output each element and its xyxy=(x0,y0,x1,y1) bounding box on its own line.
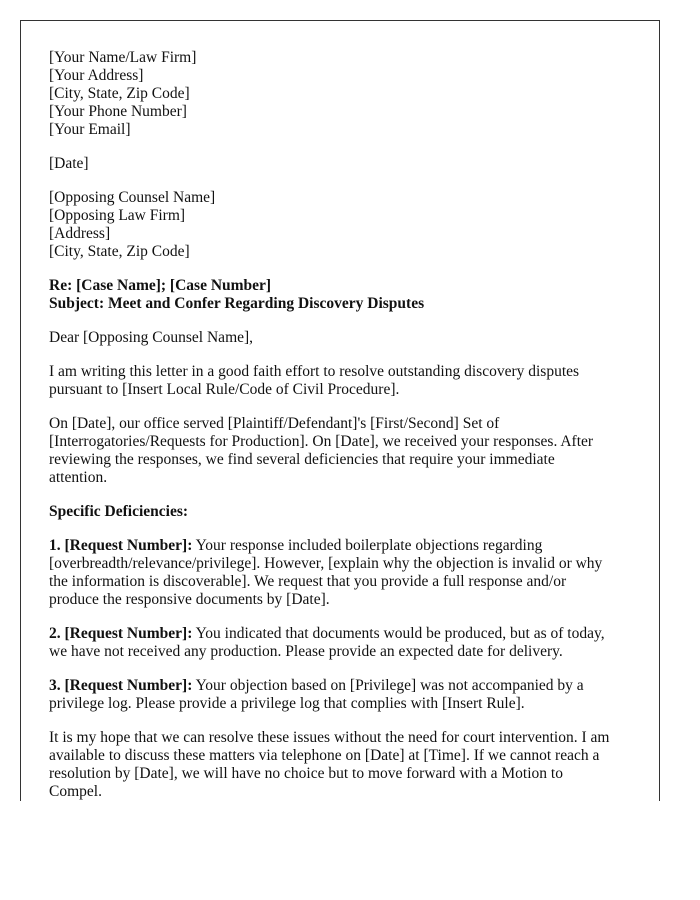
intro-line: pursuant to [Insert Local Rule/Code of Civil Procedure]. xyxy=(49,381,400,398)
salutation-block xyxy=(49,329,639,347)
deficiencies-heading: Specific Deficiencies: xyxy=(49,503,189,520)
closing-line: Compel. xyxy=(49,783,102,800)
deficiency-first-line xyxy=(49,625,639,643)
deficiency-item-2 xyxy=(49,625,639,661)
letter-page xyxy=(20,20,660,801)
deficiency-item-3 xyxy=(49,677,639,713)
closing-line: available to discuss these matters via telephone on [Date] at [Time]. If we cannot reach a xyxy=(49,747,600,764)
deficiency-item-1 xyxy=(49,537,639,609)
background-line: On [Date], our office served [Plaintiff/Defendant]'s [First/Second] Set of xyxy=(49,415,500,432)
letter-content xyxy=(49,49,639,801)
deficiency-line: produce the responsive documents by [Date]. xyxy=(49,591,330,608)
re-line: Re: [Case Name]; [Case Number] xyxy=(49,277,272,294)
deficiency-first-line xyxy=(49,537,639,555)
sender-city-state-zip: [City, State, Zip Code] xyxy=(49,85,190,102)
deficiency-text: Your response included boilerplate objections regarding xyxy=(192,537,543,554)
recipient-address: [Address] xyxy=(49,225,111,242)
intro-line: I am writing this letter in a good faith effort to resolve outstanding discovery disputes xyxy=(49,363,580,380)
deficiency-text: You indicated that documents would be produced, but as of today, xyxy=(192,625,605,642)
deficiency-label: 1. [Request Number]: xyxy=(49,537,193,554)
background-line: [Interrogatories/Requests for Production]. On [Date], we received your responses. After xyxy=(49,433,594,450)
deficiency-line: we have not received any production. Please provide an expected date for delivery. xyxy=(49,643,563,660)
closing-line: resolution by [Date], we will have no choice but to move forward with a Motion to xyxy=(49,765,563,782)
intro-paragraph xyxy=(49,363,639,399)
closing-paragraph xyxy=(49,729,639,801)
background-paragraph xyxy=(49,415,639,487)
recipient-name: [Opposing Counsel Name] xyxy=(49,189,216,206)
date-block xyxy=(49,155,639,173)
sender-address-block xyxy=(49,49,639,139)
sender-name: [Your Name/Law Firm] xyxy=(49,49,197,66)
salutation: Dear [Opposing Counsel Name], xyxy=(49,329,254,346)
letter-date: [Date] xyxy=(49,155,89,172)
deficiency-line: the information is discoverable]. We request that you provide a full response and/or xyxy=(49,573,567,590)
deficiency-label: 2. [Request Number]: xyxy=(49,625,193,642)
deficiency-first-line xyxy=(49,677,639,695)
deficiency-line: [overbreadth/relevance/privilege]. However, [explain why the objection is invalid or why xyxy=(49,555,603,572)
reference-block xyxy=(49,277,639,313)
background-line: attention. xyxy=(49,469,108,486)
deficiency-label: 3. [Request Number]: xyxy=(49,677,193,694)
closing-line: It is my hope that we can resolve these issues without the need for court intervention. I am xyxy=(49,729,610,746)
deficiency-line: privilege log. Please provide a privilege log that complies with [Insert Rule]. xyxy=(49,695,525,712)
recipient-city-state-zip: [City, State, Zip Code] xyxy=(49,243,190,260)
sender-email: [Your Email] xyxy=(49,121,131,138)
deficiencies-heading-block xyxy=(49,503,639,521)
sender-phone: [Your Phone Number] xyxy=(49,103,187,120)
subject-line: Subject: Meet and Confer Regarding Discovery Disputes xyxy=(49,295,425,312)
recipient-firm: [Opposing Law Firm] xyxy=(49,207,186,224)
deficiency-text: Your objection based on [Privilege] was not accompanied by a xyxy=(192,677,584,694)
sender-address: [Your Address] xyxy=(49,67,144,84)
background-line: reviewing the responses, we find several deficiencies that require your immediate xyxy=(49,451,555,468)
recipient-address-block xyxy=(49,189,639,261)
